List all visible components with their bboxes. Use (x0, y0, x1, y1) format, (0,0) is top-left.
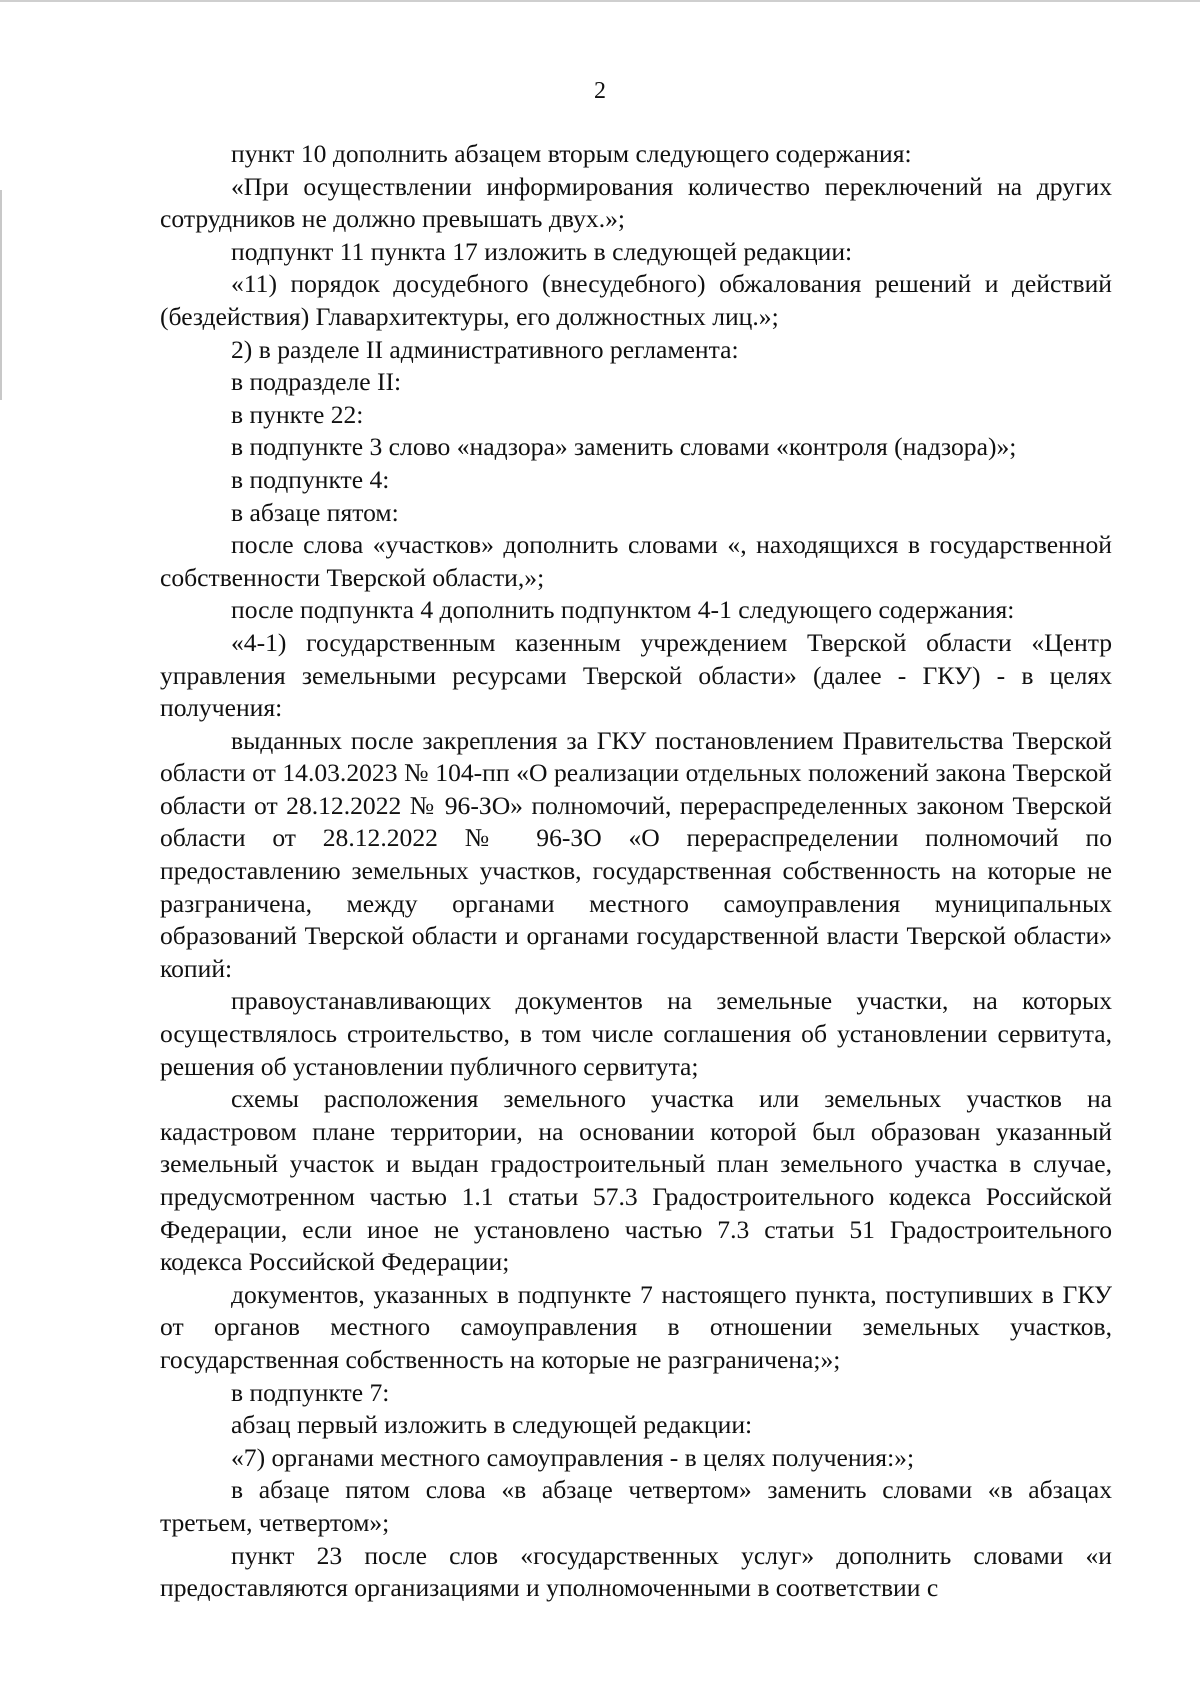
paragraph: после подпункта 4 дополнить подпунктом 4-1 следующего содержания: (231, 595, 1015, 625)
paragraph: в абзаце пятом слова «в абзаце четвертом» заменить словами «в абзацах третьем, четвертом»; (160, 1475, 1112, 1537)
paragraph: пункт 23 после слов «государственных услуг» дополнить словами «и предоставляются организациями и уполномоченными в соответствии с (160, 1540, 1112, 1603)
paragraph: в подпункте 3 слово «надзора» заменить словами «контроля (надзора)»; (231, 432, 1017, 462)
paragraph: выданных после закрепления за ГКУ постановлением Правительства Тверской области от 14.03.2023 № 104-пп «О реализации отдельных положений закона Тверской области от 28.12.2022 № 96-ЗО» полномочий, перераспределенных законом Тверской области от 28.12.2022 № 96-ЗО «О перераспределении полномочий по предоставлению земельных участков, государственная собственность на которые не разграничена, между органами местного самоуправления муниципальных образований Тверской области и органами государственной власти Тверской области» копий: (160, 725, 1112, 983)
paragraph: в подпункте 4: (231, 464, 390, 494)
paragraph: «При осуществлении информирования количество переключений на других сотрудников не должно превышать двух.»; (160, 171, 1112, 234)
paragraph: правоустанавливающих документов на земельные участки, на которых осуществлялось строительство, в том числе соглашения об установлении сервитута, решения об установлении публичного сервитута; (160, 986, 1112, 1081)
paragraph: в пункте 22: (231, 399, 364, 429)
paragraph: в подразделе II: (231, 367, 402, 397)
paragraph: абзац первый изложить в следующей редакции: (231, 1410, 753, 1440)
paragraph: подпункт 11 пункта 17 изложить в следующей редакции: (231, 236, 853, 266)
paragraph: в абзаце пятом: (231, 497, 399, 527)
paragraph: в подпункте 7: (231, 1377, 390, 1407)
document-body (160, 138, 1112, 1605)
page-number: 2 (594, 78, 606, 104)
scan-left-edge (0, 190, 2, 400)
paragraph: «11) порядок досудебного (внесудебного) обжалования решений и действий (бездействия) Главархитектуры, его должностных лиц.»; (160, 269, 1112, 331)
paragraph: «7) органами местного самоуправления - в целях получения:»; (231, 1442, 915, 1472)
paragraph: схемы расположения земельного участка или земельных участков на кадастровом плане территории, на основании которой был образован указанный земельный участок и выдан градостроительный план земельного участка в случае, предусмотренном частью 1.1 статьи 57.3 Градостроительного кодекса Российской Федерации, если иное не установлено частью 7.3 статьи 51 Градостроительного кодекса Российской Федерации; (160, 1084, 1112, 1277)
paragraph: 2) в разделе II административного регламента: (231, 334, 739, 364)
paragraph: после слова «участков» дополнить словами «, находящихся в государственной собственности Тверской области,»; (160, 530, 1112, 592)
paragraph: пункт 10 дополнить абзацем вторым следующего содержания: (231, 139, 912, 168)
paragraph: «4-1) государственным казенным учреждением Тверской области «Центр управления земельными ресурсами Тверской области» (далее - ГКУ) - в целях получения: (160, 627, 1112, 723)
scan-top-edge (0, 0, 1200, 8)
paragraph: документов, указанных в подпункте 7 настоящего пункта, поступивших в ГКУ от органов местного самоуправления в отношении земельных участков, государственная собственность на которые не разграничена;»; (160, 1279, 1112, 1374)
